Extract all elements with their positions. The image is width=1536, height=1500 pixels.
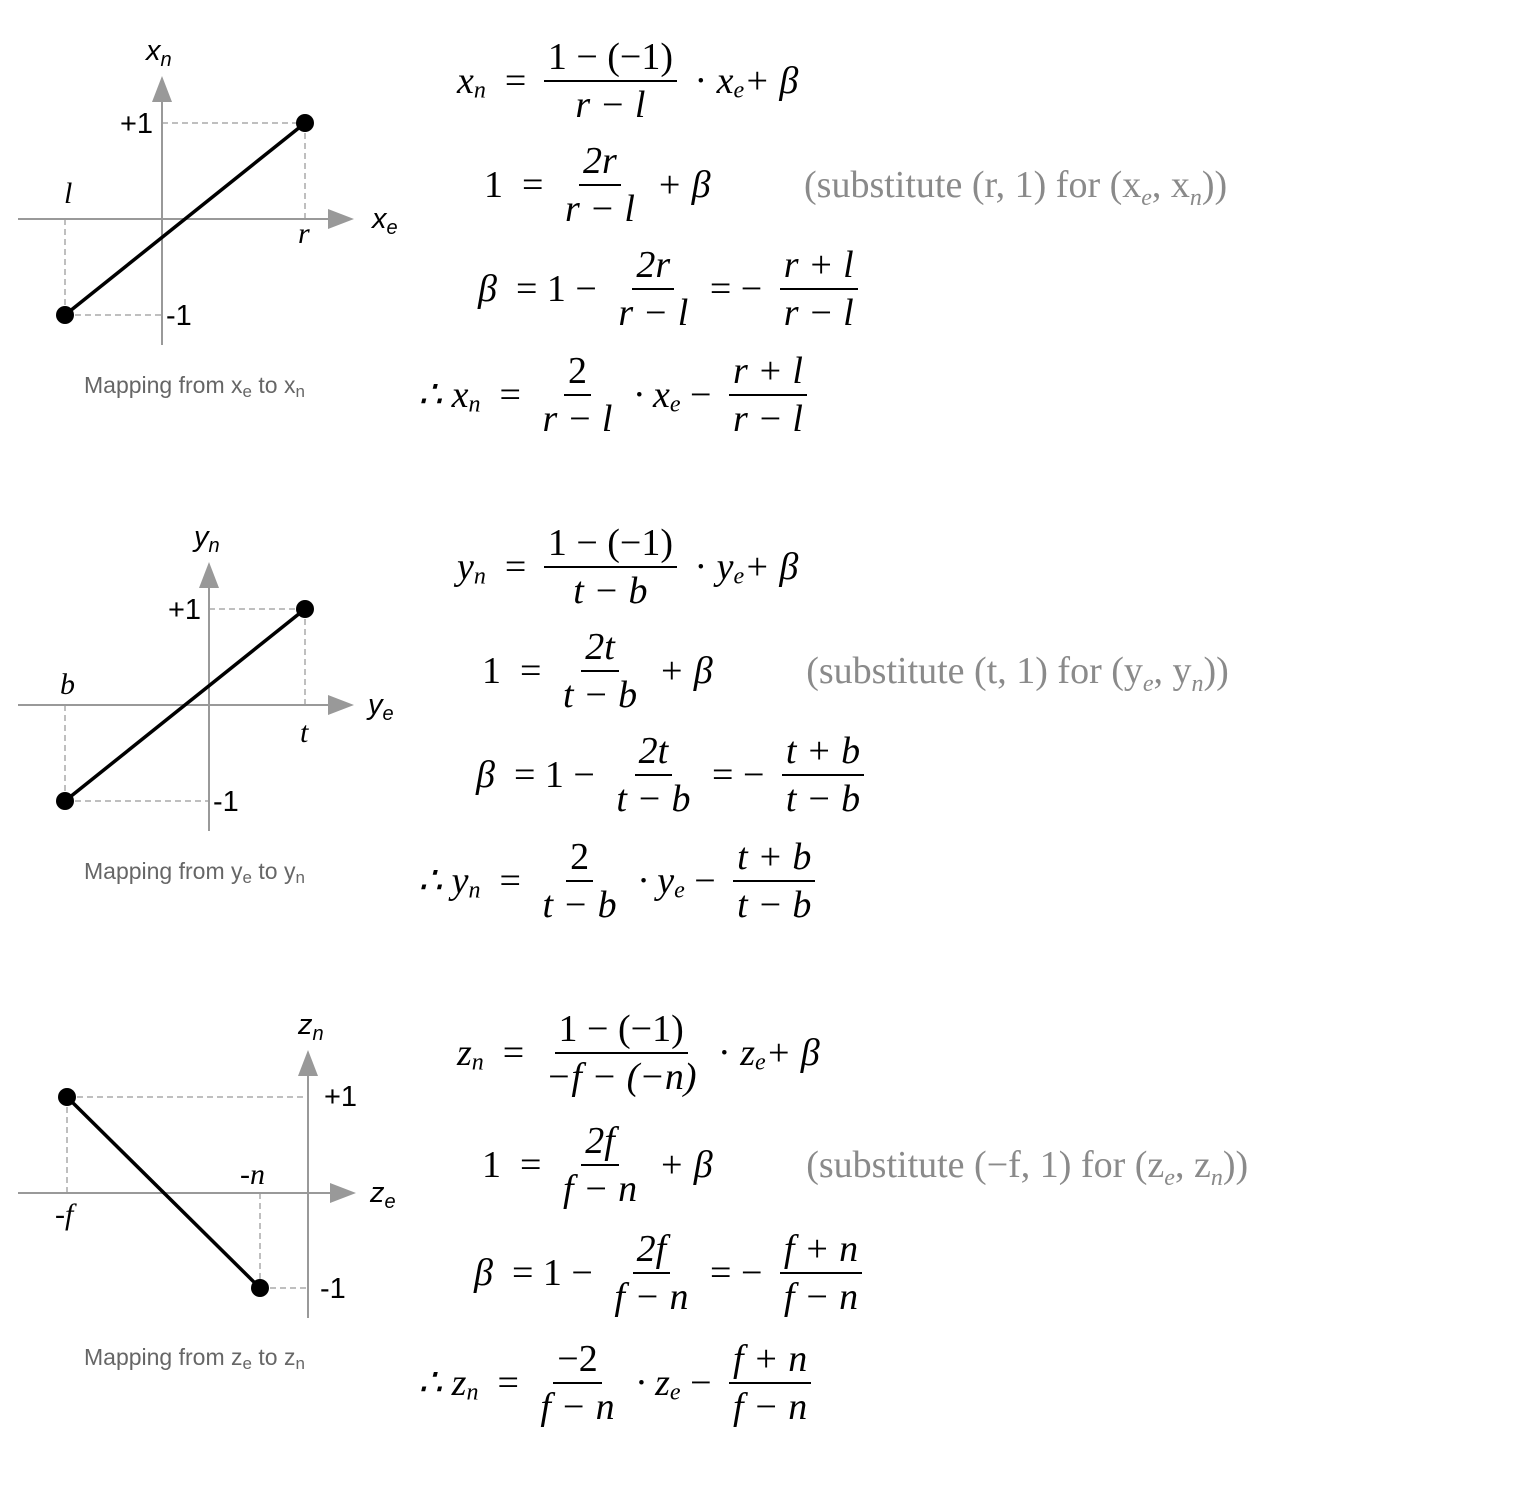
x-mapping-diagram bbox=[0, 0, 410, 420]
diagram-caption: Mapping from $x_e$ to $x_n$ bbox=[84, 372, 305, 401]
horizontal-axis-label: $x_e$ bbox=[372, 203, 398, 239]
horizontal-axis-label: $z_e$ bbox=[370, 1177, 396, 1213]
equation-3: β = 1 − $\frac{2r}{r - l}$ = − $\frac{r + l}{r - l}$ bbox=[478, 246, 866, 332]
vertical-axis-label: $y_n$ bbox=[194, 521, 220, 557]
endpoint-dot bbox=[296, 114, 314, 132]
left-param-label: b bbox=[60, 668, 75, 701]
vertical-axis-arrow-icon bbox=[298, 1050, 318, 1076]
minus-one-label: -1 bbox=[320, 1273, 346, 1305]
endpoint-dot bbox=[56, 792, 74, 810]
z-mapping-diagram bbox=[0, 972, 410, 1392]
section-x-mapping bbox=[0, 0, 1536, 486]
substitution-note: (substitute (t, 1) for ($y_e$, $y_n$)) bbox=[806, 650, 1229, 697]
horizontal-axis-arrow-icon bbox=[330, 1183, 356, 1203]
plus-one-label: +1 bbox=[324, 1081, 358, 1113]
equation-1: $x_n$ = $\frac{1 - (-1)}{r - l}$ · $x_e+ \beta$ bbox=[457, 36, 799, 126]
equation-2: 1 = $\frac{2t}{t - b}$ + β (substitute (t, 1) for ($y_e$, $y_n$)) bbox=[482, 626, 1229, 716]
minus-one-label: -1 bbox=[213, 786, 239, 818]
equation-4: ∴ $z_n$ = $\frac{-2}{f - n}$ · $z_e$ − $\frac{f + n}{f - n}$ bbox=[418, 1340, 819, 1426]
equation-1: $y_n$ = $\frac{1 - (-1)}{t - b}$ · $y_e+ \beta$ bbox=[457, 522, 799, 612]
section-z-mapping bbox=[0, 972, 1536, 1458]
endpoint-dot bbox=[296, 600, 314, 618]
equation-2: 1 = $\frac{2f}{f - n}$ + β (substitute (−f, 1) for ($z_e$, $z_n$)) bbox=[482, 1120, 1249, 1210]
diagram-caption: Mapping from $z_e$ to $z_n$ bbox=[84, 1344, 305, 1373]
plus-one-label: +1 bbox=[120, 108, 154, 140]
horizontal-axis-arrow-icon bbox=[328, 209, 354, 229]
substitution-note: (substitute (−f, 1) for ($z_e$, $z_n$)) bbox=[806, 1144, 1249, 1191]
equation-3: β = 1 − $\frac{2f}{f - n}$ = − $\frac{f + n}{f - n}$ bbox=[474, 1230, 870, 1316]
y-mapping-diagram bbox=[0, 486, 410, 906]
endpoint-dot bbox=[58, 1088, 76, 1106]
right-param-label: t bbox=[300, 716, 309, 749]
vertical-axis-arrow-icon bbox=[152, 76, 172, 102]
plus-one-label: +1 bbox=[168, 594, 202, 626]
substitution-note: (substitute (r, 1) for ($x_e$, $x_n$)) bbox=[804, 164, 1228, 211]
left-param-label: -f bbox=[55, 1198, 74, 1231]
endpoint-dot bbox=[56, 306, 74, 324]
horizontal-axis-arrow-icon bbox=[328, 695, 354, 715]
vertical-axis-label: $x_n$ bbox=[146, 35, 172, 71]
section-y-mapping bbox=[0, 486, 1536, 972]
endpoint-dot bbox=[251, 1279, 269, 1297]
left-param-label: l bbox=[64, 177, 73, 210]
horizontal-axis-label: $y_e$ bbox=[368, 689, 394, 725]
vertical-axis-arrow-icon bbox=[199, 562, 219, 588]
diagram-caption: Mapping from $y_e$ to $y_n$ bbox=[84, 858, 305, 887]
equation-1: $z_n$ = $\frac{1 - (-1)}{-f - (-n)}$ · $z_e+ \beta$ bbox=[457, 1008, 820, 1098]
equation-3: β = 1 − $\frac{2t}{t - b}$ = − $\frac{t + b}{t - b}$ bbox=[476, 732, 872, 818]
minus-one-label: -1 bbox=[166, 300, 192, 332]
equation-4: ∴ $x_n$ = $\frac{2}{r - l}$ · $x_e$ − $\frac{r + l}{r - l}$ bbox=[418, 352, 815, 438]
right-param-label: r bbox=[298, 217, 310, 250]
equation-2: 1 = $\frac{2r}{r - l}$ + β (substitute (r, 1) for ($x_e$, $x_n$)) bbox=[484, 140, 1228, 230]
equation-4: ∴ $y_n$ = $\frac{2}{t - b}$ · $y_e$ − $\frac{t + b}{t - b}$ bbox=[418, 838, 823, 924]
vertical-axis-label: $z_n$ bbox=[298, 1009, 324, 1045]
right-param-label: -n bbox=[240, 1158, 265, 1191]
